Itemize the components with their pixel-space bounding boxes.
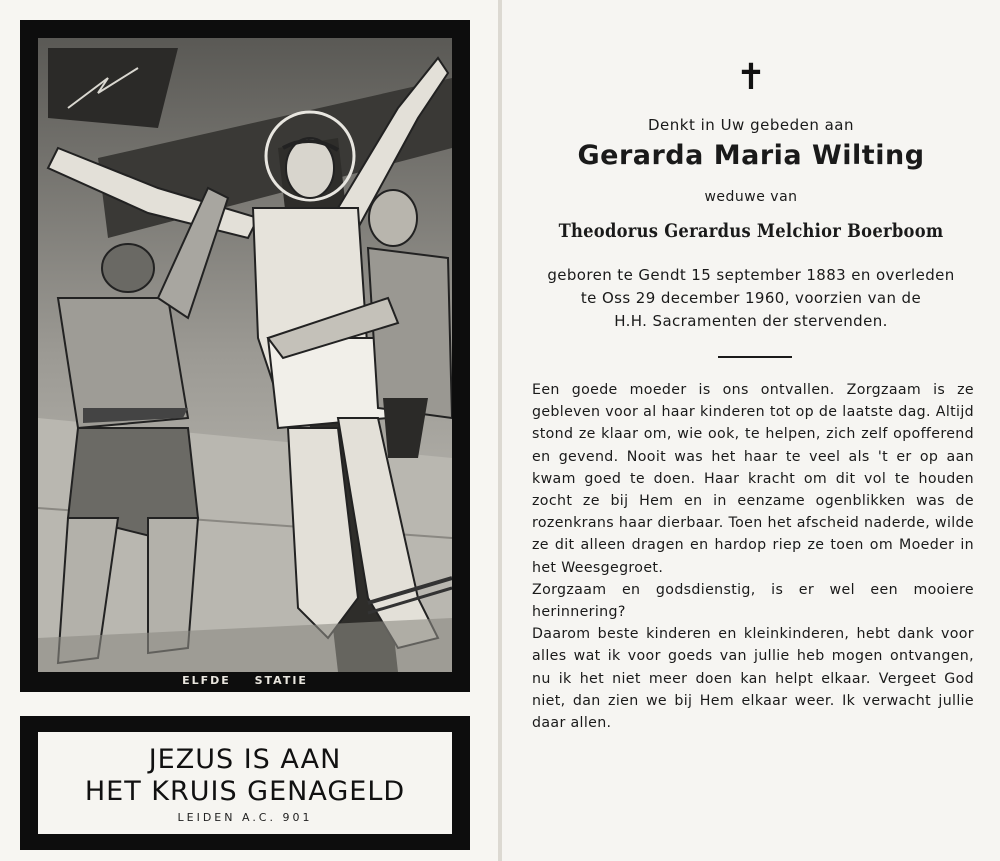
publisher-mark: LEIDEN A.C. 901 — [177, 811, 313, 824]
title-box — [38, 732, 452, 834]
memorial-text — [532, 379, 974, 734]
husband-name: Theodorus Gerardus Melchior Boerboom — [558, 220, 944, 242]
station-illustration — [38, 38, 452, 672]
memorial-paragraph: Zorgzaam en godsdienstig, is er wel een mooiere herinnering? — [532, 581, 974, 621]
dates-line: geboren te Gendt 15 september 1883 en overleden — [547, 266, 955, 284]
cross-icon: ✝ — [735, 57, 767, 98]
station-caption — [20, 674, 470, 687]
memorial-paragraph: Een goede moeder is ons ontvallen. Zorgzaam is ze gebleven voor al haar kinderen tot op de laatste dag. Altijd stond ze klaar om, wie ook, te helpen, zich zelf opofferend en gevend. Nooit was het haar te veel als 't er op aan kwam goed te doen. Haar kracht om dit vol te houden zocht ze bij Hem en in eenzame ogenblikken was de rozenkrans haar dierbaar. Toen het afscheid naderde, wilde ze dit alleen dragen en hardop riep ze toen om Moeder in het Weesgegroet. — [532, 382, 974, 576]
image-frame — [20, 20, 470, 692]
title-frame — [20, 716, 470, 850]
caption-right: STATIE — [254, 674, 308, 687]
intro-line: Denkt in Uw gebeden aan — [648, 116, 854, 134]
crucifixion-drawing — [38, 38, 452, 672]
memorial-paragraph: Daarom beste kinderen en kleinkinderen, hebt dank voor alles wat ik voor goeds van jullie heb mogen ontvangen, nu ik het niet meer doen kan helpt elkaar. Vergeet God niet, dan zien we bij Hem elkaar weer. Ik verwacht jullie daar allen. — [532, 626, 974, 732]
dates-line: te Oss 29 december 1960, voorzien van de — [580, 289, 922, 307]
widow-of-line: weduwe van — [704, 189, 798, 205]
station-title-line1: JEZUS IS AAN — [148, 744, 342, 775]
divider-line — [718, 356, 792, 358]
station-title-line2: HET KRUIS GENAGELD — [84, 776, 406, 807]
deceased-name: Gerarda Maria Wilting — [577, 140, 925, 171]
left-panel — [0, 0, 498, 861]
caption-left: ELFDE — [182, 674, 231, 687]
dates-line: H.H. Sacramenten der stervenden. — [614, 312, 888, 330]
right-panel — [502, 0, 1000, 861]
life-dates — [502, 264, 1000, 333]
